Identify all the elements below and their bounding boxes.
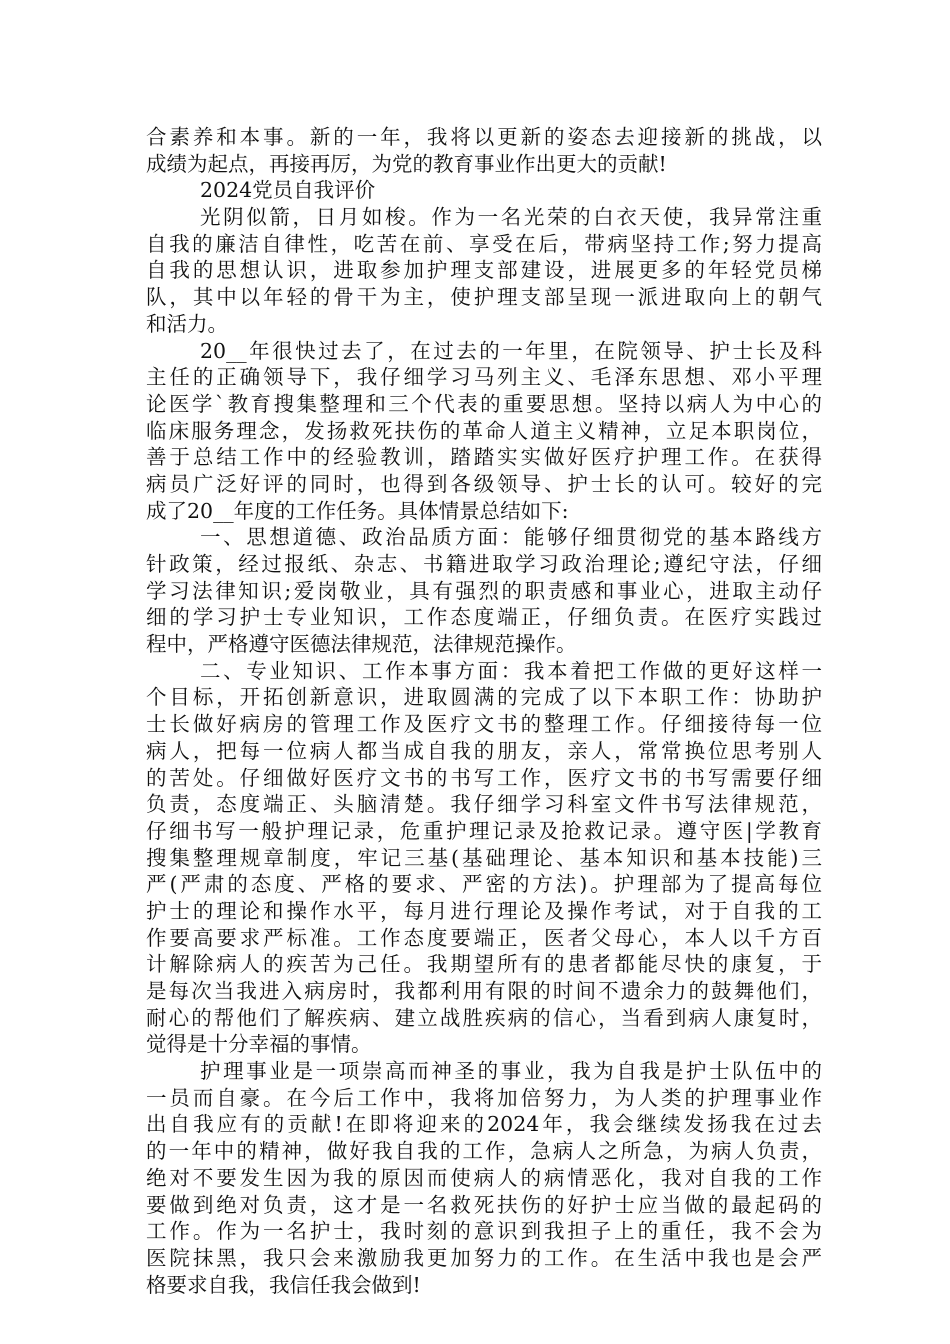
text-line: 耐心的帮他们了解疾病、建立战胜疾病的信心，当看到病人康复时，	[146, 1005, 822, 1030]
text-line: 程中，严格遵守医德法律规范，法律规范操作。	[146, 632, 577, 657]
text-line: 格要求自我，我信任我会做到!	[146, 1272, 421, 1297]
text-line: 针政策，经过报纸、杂志、书籍进取学习政治理论;遵纪守法，仔细	[146, 552, 822, 576]
text-line: 2024党员自我评价	[200, 178, 376, 203]
text-line: 自我的廉洁自律性，吃苦在前、享受在后，带病坚持工作;努力提高	[146, 231, 822, 256]
text-line: 善于总结工作中的经验教训，踏踏实实做好医疗护理工作。在获得	[146, 445, 822, 470]
text-line: 自我的思想认识，进取参加护理支部建设，进展更多的年轻党员梯	[146, 258, 822, 283]
text-line: 病人，把每一位病人都当成自我的朋友，亲人，常常换位思考别人	[146, 738, 822, 763]
text-line: 一、思想道德、政治品质方面：能够仔细贯彻党的基本路线方	[200, 525, 822, 550]
text-line: 光阴似箭，日月如梭。作为一名光荣的白衣天使，我异常注重	[200, 205, 822, 230]
text-line: 20__年很快过去了，在过去的一年里，在院领导、护士长及科	[200, 338, 822, 363]
text-line: 论医学`教育搜集整理和三个代表的重要思想。坚持以病人为中心的	[146, 391, 822, 416]
text-line: 学习法律知识;爱岗敬业，具有强烈的职责感和事业心，进取主动仔	[146, 578, 822, 603]
document-body	[146, 124, 822, 1298]
text-line: 觉得是十分幸福的事情。	[146, 1032, 372, 1057]
text-line: 合素养和本事。新的一年，我将以更新的姿态去迎接新的挑战，以	[146, 125, 822, 149]
text-line: 护士的理论和操作水平，每月进行理论及操作考试，对于自我的工	[146, 898, 822, 923]
text-line: 个目标，开拓创新意识，进取圆满的完成了以下本职工作：协助护	[146, 685, 822, 710]
text-line: 绝对不要发生因为我的原因而使病人的病情恶化，我对自我的工作	[146, 1165, 822, 1190]
text-line: 一员而自豪。在今后工作中，我将加倍努力，为人类的护理事业作	[146, 1085, 822, 1110]
text-line: 作要高要求严标准。工作态度要端正，医者父母心，本人以千方百	[146, 925, 822, 950]
text-line: 和活力。	[146, 311, 228, 336]
text-line: 病员广泛好评的同时，也得到各级领导、护士长的认可。较好的完	[146, 471, 822, 496]
text-line: 要做到绝对负责，这才是一名救死扶伤的好护士应当做的最起码的	[146, 1192, 822, 1217]
text-line: 主任的正确领导下，我仔细学习马列主义、毛泽东思想、邓小平理	[146, 365, 822, 390]
text-line: 工作。作为一名护士，我时刻的意识到我担子上的重任，我不会为	[146, 1219, 822, 1244]
text-line: 严(严肃的态度、严格的要求、严密的方法)。护理部为了提高每位	[146, 872, 822, 897]
text-line: 成了20__年度的工作任务。具体情景总结如下:	[146, 498, 569, 523]
text-line: 二、专业知识、工作本事方面：我本着把工作做的更好这样一	[200, 658, 822, 683]
text-line: 出自我应有的贡献!在即将迎来的2024年，我会继续发扬我在过去	[146, 1112, 822, 1137]
text-line: 护理事业是一项崇高而神圣的事业，我为自我是护士队伍中的	[200, 1059, 822, 1084]
text-line: 是每次当我进入病房时，我都利用有限的时间不遗余力的鼓舞他们，	[146, 979, 822, 1003]
text-line: 成绩为起点，再接再厉，为党的教育事业作出更大的贡献!	[146, 151, 667, 176]
text-line: 负责，态度端正、头脑清楚。我仔细学习科室文件书写法律规范，	[146, 792, 822, 817]
text-line: 的苦处。仔细做好医疗文书的书写工作，医疗文书的书写需要仔细	[146, 765, 822, 790]
text-line: 医院抹黑，我只会来激励我更加努力的工作。在生活中我也是会严	[146, 1245, 822, 1270]
text-line: 仔细书写一般护理记录，危重护理记录及抢救记录。遵守医|学教育	[146, 818, 822, 843]
text-line: 搜集整理规章制度，牢记三基(基础理论、基本知识和基本技能)三	[146, 845, 822, 870]
text-line: 临床服务理念，发扬救死扶伤的革命人道主义精神，立足本职岗位，	[146, 418, 822, 443]
text-line: 细的学习护士专业知识，工作态度端正，仔细负责。在医疗实践过	[146, 605, 822, 630]
text-line: 的一年中的精神，做好我自我的工作，急病人之所急，为病人负责，	[146, 1139, 822, 1164]
text-line: 队，其中以年轻的骨干为主，使护理支部呈现一派进取向上的朝气	[146, 285, 822, 310]
text-line: 计解除病人的疾苦为己任。我期望所有的患者都能尽快的康复，于	[146, 952, 822, 977]
text-line: 士长做好病房的管理工作及医疗文书的整理工作。仔细接待每一位	[146, 712, 822, 737]
